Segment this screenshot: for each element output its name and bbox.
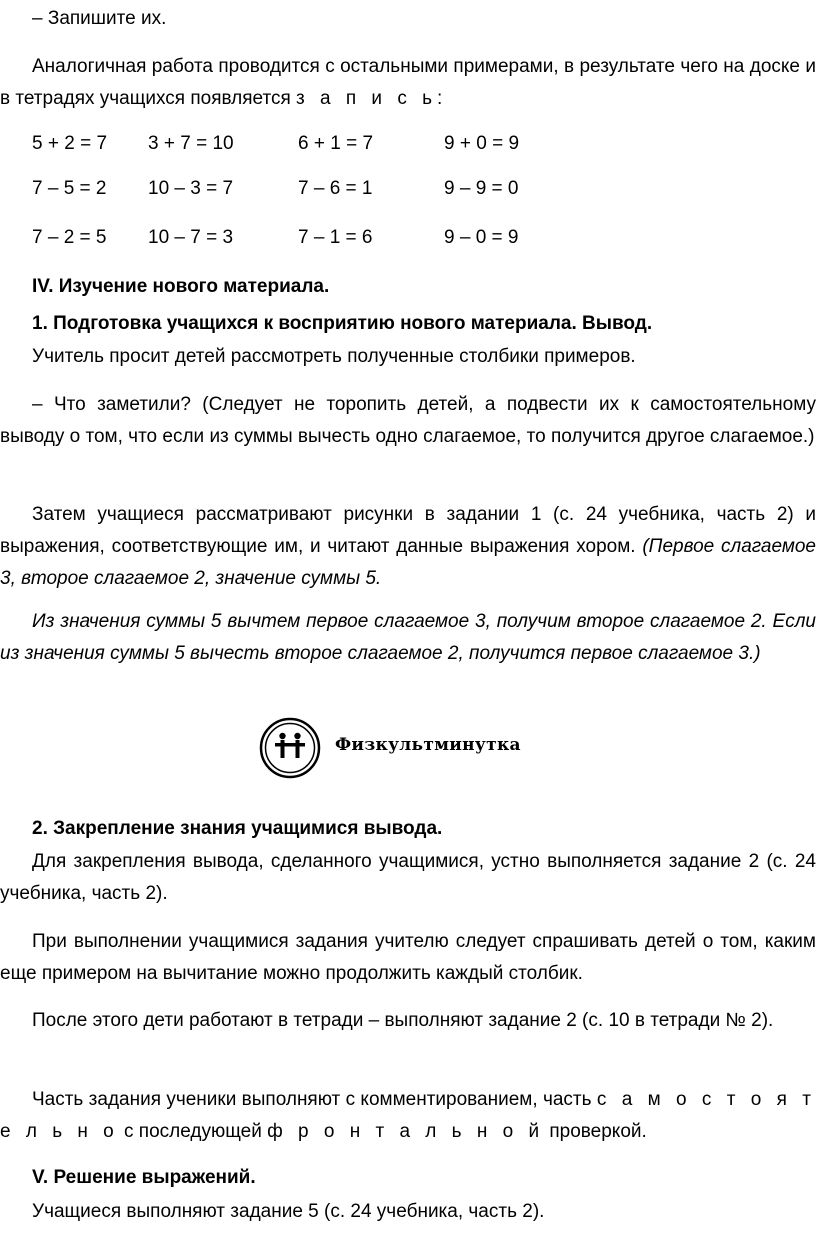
badge-label: Физкультминутка [335,735,521,755]
two-figures-icon [259,717,321,779]
equation: 3 + 7 = 10 [148,133,234,154]
paragraph-task-5: Учащиеся выполняют задание 5 (с. 24 учебника, часть 2). [32,1201,545,1222]
paragraph-teacher-asks: Учитель просит детей рассмотреть полученные столбики примеров. [32,346,636,367]
paragraph-text: Часть задания ученики выполняют с комментированием, часть [32,1089,597,1110]
paragraph-after-that: После этого дети работают в тетради – выполняют задание 2 (с. 10 в тетради № 2). [32,1010,774,1031]
equation: 7 – 1 = 6 [298,227,373,248]
paragraph-analogous-work [0,51,816,115]
physical-break-badge [259,717,559,787]
equation-row [0,173,816,205]
paragraph-part-of-task [0,1084,816,1148]
equation: 7 – 2 = 5 [32,227,107,248]
paragraph-text: Аналогичная работа проводится с остальными примерами, в результате чего на доске и в тетрадях учащихся появляется [0,56,816,109]
paragraph-during-task: При выполнении учащимися задания учителю следует спрашивать детей о том, каким еще примером на вычитание можно продолжить каждый столбик. [0,931,816,984]
paragraph-text: с последующей [118,1121,268,1142]
spaced-word-zapis: з а п и с ь: [296,88,448,109]
equation: 6 + 1 = 7 [298,133,374,154]
italic-answer: (Первое слагаемое 3, второе слагаемое 2, значение суммы 5. [0,536,816,589]
equation: 10 – 3 = 7 [148,178,234,199]
subsection-heading-1: 1. Подготовка учащихся к восприятию нового материала. Вывод. [32,313,653,334]
equation-row [0,222,816,254]
instruction-line: – Запишите их. [32,8,167,29]
paragraph-italic-answer: Из значения суммы 5 вычтем первое слагаемое 3, получим второе слагаемое 2. Если из значения суммы 5 вычесть второе слагаемое 2, получится первое слагаемое 3.) [0,611,816,664]
spaced-word-frontal: ф р о н т а л ь н о й [267,1121,545,1142]
paragraph-text: проверкой. [544,1121,647,1142]
paragraph-consolidation: Для закрепления вывода, сделанного учащимися, устно выполняется задание 2 (с. 24 учебника, часть 2). [0,851,816,904]
paragraph-then-students [0,499,816,595]
equation: 9 – 0 = 9 [444,227,519,248]
paragraph-what-noticed: – Что заметили? (Следует не торопить детей, а подвести их к самостоятельному выводу о том, что если из суммы вычесть одно слагаемое, то получится другое слагаемое.) [0,394,816,447]
equation: 9 + 0 = 9 [444,133,520,154]
equation: 10 – 7 = 3 [148,227,234,248]
section-heading-v: V. Решение выражений. [32,1167,256,1188]
equation: 7 – 5 = 2 [32,178,107,199]
section-heading-iv: IV. Изучение нового материала. [32,276,330,297]
spaced-word-independently: с а м о с т о я т е л ь н о [0,1089,816,1142]
equation: 7 – 6 = 1 [298,178,373,199]
equation: 9 – 9 = 0 [444,178,519,199]
paragraph-text: Затем учащиеся рассматривают рисунки в задании 1 (с. 24 учебника, часть 2) и выражения, соответствующие им, и читают данные выражения хором. [0,504,816,557]
subsection-heading-2: 2. Закрепление знания учащимися вывода. [32,818,443,839]
equation: 5 + 2 = 7 [32,133,108,154]
equation-row [0,128,816,160]
